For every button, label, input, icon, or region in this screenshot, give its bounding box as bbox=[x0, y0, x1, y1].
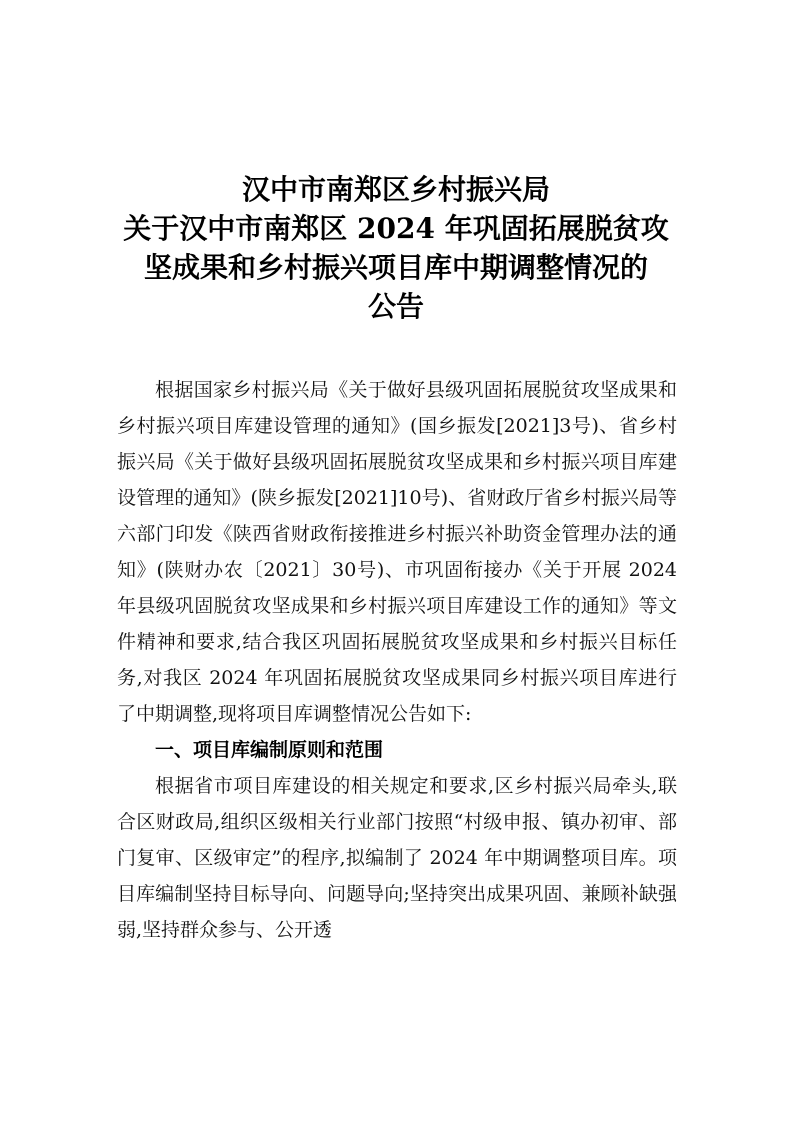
title-line-subject-2: 坚成果和乡村振兴项目库中期调整情况的 bbox=[143, 251, 648, 284]
title-line-doc-type: 公告 bbox=[367, 290, 424, 323]
title-line-issuer: 汉中市南郑区乡村振兴局 bbox=[241, 173, 550, 206]
title-line-subject-1: 关于汉中市南郑区 2024 年巩固拓展脱贫攻 bbox=[123, 212, 669, 245]
intro-paragraph: 根据国家乡村振兴局《关于做好县级巩固拓展脱贫攻坚成果和乡村振兴项目库建设管理的通知》(国乡振发[2021]3号)、省乡村振兴局《关于做好县级巩固拓展脱贫攻坚成果和乡村振兴项目库建设管理的通知》(陕乡振发[2021]10号)、省财政厅省乡村振兴局等六部门印发《陕西省财政衔接推进乡村振兴补助资金管理办法的通知》(陕财办农〔2021〕30号)、市巩固衔接办《关于开展 2024 年县级巩固脱贫攻坚成果和乡村振兴项目库建设工作的通知》等文件精神和要求,结合我区巩固拓展脱贫攻坚成果和乡村振兴目标任务,对我区 2024 年巩固拓展脱贫攻坚成果同乡村振兴项目库进行了中期调整,现将项目库调整情况公告如下: bbox=[117, 379, 677, 725]
section-1-heading: 一、项目库编制原则和范围 bbox=[155, 739, 384, 761]
document-body bbox=[117, 372, 677, 948]
document-title bbox=[100, 170, 692, 326]
section-1-paragraph: 根据省市项目库建设的相关规定和要求,区乡村振兴局牵头,联合区财政局,组织区级相关行业部门按照“村级申报、镇办初审、部门复审、区级审定”的程序,拟编制了 2024 年中期调整项目库。项目库编制坚持目标导向、问题导向;坚持突出成果巩固、兼顾补缺强弱,坚持群众参与、公开透 bbox=[117, 775, 677, 941]
